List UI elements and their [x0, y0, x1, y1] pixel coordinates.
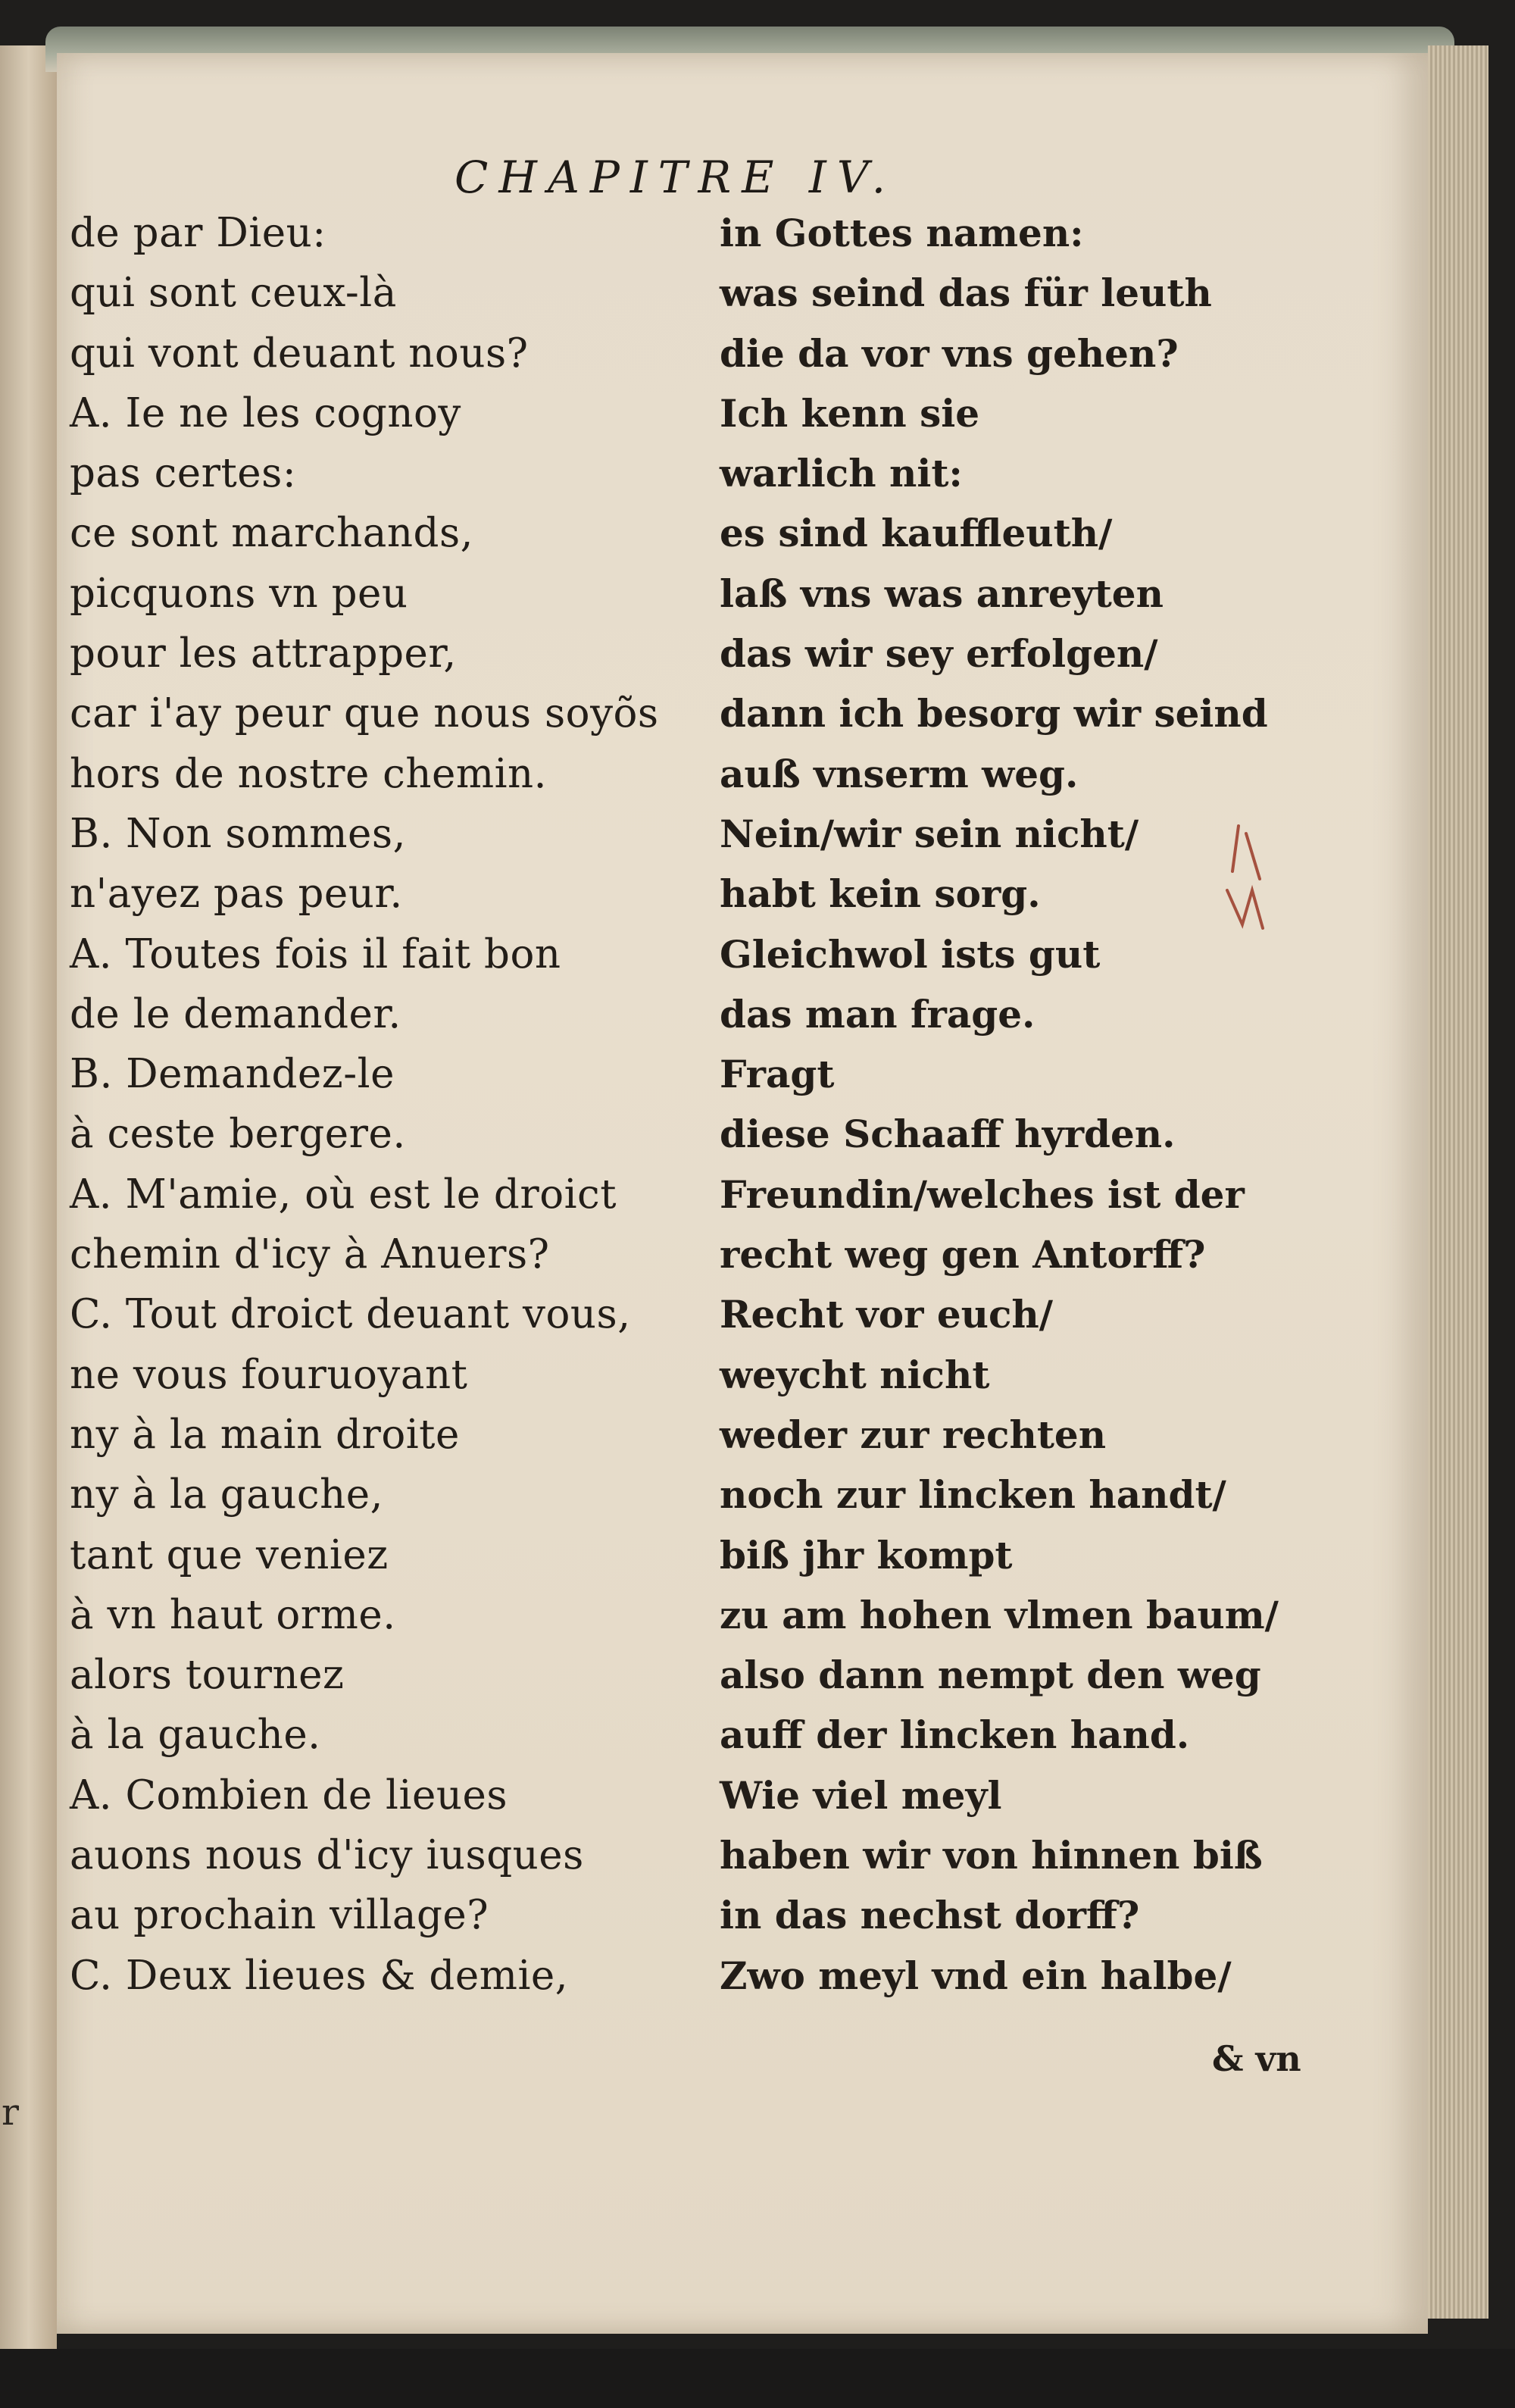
- german-line: auß vnserm weg.: [720, 751, 1079, 796]
- german-column: [720, 203, 1371, 2006]
- german-line: auff der lincken hand.: [720, 1712, 1190, 1758]
- german-line: laß vns was anreyten: [720, 571, 1164, 616]
- french-line: B. Demandez-le: [70, 1051, 395, 1098]
- french-line: alors tournez: [70, 1652, 345, 1699]
- german-line: die da vor vns gehen?: [720, 330, 1179, 376]
- french-line: pour les attrapper,: [70, 630, 457, 677]
- german-line: das wir sey erfolgen/: [720, 631, 1158, 677]
- german-line: Wie viel meyl: [720, 1772, 1002, 1818]
- running-head: CHAPITRE IV.: [454, 152, 897, 203]
- german-line: Freundin/welches ist der: [720, 1171, 1245, 1217]
- french-line: auons nous d'icy iusques: [70, 1832, 584, 1879]
- catchword: & vn: [1212, 2038, 1301, 2079]
- french-line: car i'ay peur que nous soyõs: [70, 690, 659, 737]
- german-line: Zwo meyl vnd ein halbe/: [720, 1953, 1232, 1998]
- german-line: haben wir von hinnen biß: [720, 1833, 1263, 1878]
- german-line: Fragt: [720, 1052, 835, 1097]
- french-line: qui sont ceux-là: [70, 270, 397, 317]
- german-line: was seind das für leuth: [720, 271, 1212, 316]
- french-line: ne vous fouruoyant: [70, 1351, 468, 1398]
- french-line: C. Deux lieues & demie,: [70, 1952, 569, 1999]
- french-line: C. Tout droict deuant vous,: [70, 1291, 631, 1338]
- german-line: Ich kenn sie: [720, 390, 980, 436]
- german-line: zu am hohen vlmen baum/: [720, 1592, 1279, 1637]
- french-line: A. M'amie, où est le droict: [70, 1171, 617, 1218]
- french-line: A. Toutes fois il fait bon: [70, 930, 561, 977]
- facing-page-letter: r: [2, 2091, 19, 2134]
- french-column: [70, 203, 721, 2006]
- german-line: weder zur rechten: [720, 1412, 1107, 1457]
- german-line: in das nechst dorff?: [720, 1893, 1140, 1938]
- page-fore-edge: [1428, 45, 1488, 2319]
- german-line: noch zur lincken handt/: [720, 1472, 1226, 1518]
- german-line: habt kein sorg.: [720, 871, 1041, 917]
- german-line: Nein/wir sein nicht/: [720, 811, 1139, 856]
- french-line: pas certes:: [70, 450, 297, 497]
- french-line: chemin d'icy à Anuers?: [70, 1231, 550, 1278]
- french-line: à ceste bergere.: [70, 1111, 406, 1158]
- german-line: in Gottes namen:: [720, 211, 1084, 255]
- french-line: ce sont marchands,: [70, 510, 473, 557]
- german-line: recht weg gen Antorff?: [720, 1232, 1206, 1277]
- french-line: de par Dieu:: [70, 210, 326, 256]
- german-line: dann ich besorg wir seind: [720, 691, 1268, 736]
- french-line: à vn haut orme.: [70, 1591, 396, 1638]
- french-line: B. Non sommes,: [70, 810, 406, 857]
- german-line: das man frage.: [720, 991, 1036, 1037]
- german-line: weycht nicht: [720, 1352, 990, 1397]
- facing-page-edge: [0, 45, 57, 2349]
- french-line: hors de nostre chemin.: [70, 750, 548, 797]
- german-line: warlich nit:: [720, 451, 963, 496]
- french-line: de le demander.: [70, 990, 401, 1037]
- handwritten-pencil-mark: [1216, 818, 1276, 932]
- french-line: à la gauche.: [70, 1712, 321, 1759]
- german-line: Recht vor euch/: [720, 1292, 1054, 1337]
- german-line: Gleichwol ists gut: [720, 931, 1101, 977]
- french-line: ny à la gauche,: [70, 1471, 383, 1518]
- french-line: picquons vn peu: [70, 570, 408, 617]
- german-line: es sind kauffleuth/: [720, 511, 1113, 556]
- french-line: A. Ie ne les cognoy: [70, 389, 461, 436]
- french-line: A. Combien de lieues: [70, 1772, 508, 1819]
- german-line: diese Schaaff hyrden.: [720, 1112, 1176, 1157]
- scan-background: [0, 2349, 1515, 2408]
- french-line: au prochain village?: [70, 1892, 489, 1939]
- german-line: biß jhr kompt: [720, 1532, 1013, 1578]
- french-line: qui vont deuant nous?: [70, 330, 529, 377]
- french-line: ny à la main droite: [70, 1411, 460, 1458]
- german-line: also dann nempt den weg: [720, 1653, 1261, 1698]
- french-line: n'ayez pas peur.: [70, 871, 403, 918]
- french-line: tant que veniez: [70, 1531, 389, 1578]
